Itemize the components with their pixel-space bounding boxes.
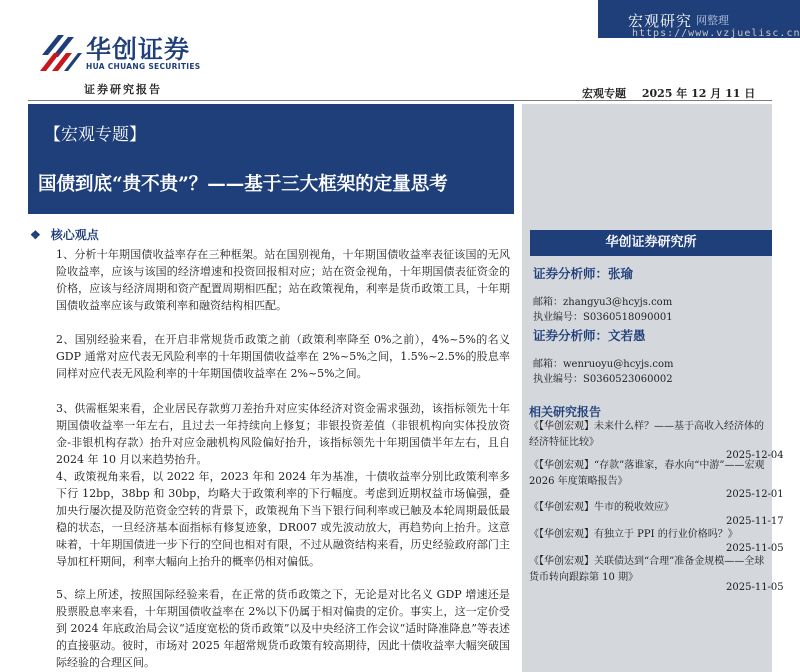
cert-value: S0360523060002 xyxy=(583,374,673,385)
core-paragraph: 5、综上所述，按照国际经验来看，在正常的货币政策之下，无论是对比名义 GDP 增速还是股票股息率来看，十年期国债收益率在 2%以下仍属于相对偏贵的定价。事实上，这一定价受到 2024 年底政治局会议“适度宽松的货币政策”以及中央经济工作会议“适时降准降息”等表述的直接驱动。彼时，市场对 2025 年超常规货币政策有较高期待，因此十债收益率大幅突破国际经验的合理区间。 xyxy=(56,588,510,669)
related-report-date: 2025-11-17 xyxy=(726,516,784,527)
report-meta xyxy=(582,85,767,101)
header-divider xyxy=(28,100,772,101)
analyst-email xyxy=(533,355,673,370)
report-date: 2025 年 12 月 11 日 xyxy=(641,87,756,100)
analyst-cert xyxy=(533,370,673,385)
company-logo-cn: 华创证券 xyxy=(86,35,191,64)
company-logo-en: HUA CHUANG SECURITIES xyxy=(86,62,201,71)
related-report-link[interactable]: 《【华创宏观】未来什么样？——基于高收入经济体的经济特征比较》 xyxy=(529,421,764,448)
cert-label: 执业编号： xyxy=(533,374,583,385)
related-report-date: 2025-11-05 xyxy=(726,582,784,593)
institute-label: 华创证券研究所 xyxy=(530,230,772,256)
core-paragraph: 4、政策视角来看，以 2022 年，2023 年和 2024 年为基准，十债收益率分别比政策利率多下行 12bp，38bp 和 30bp，均略大于政策利率的下行幅度。考虑到近期权益市场偏强，叠加央行屡次提及防范资金空转的背景下，政策视角下当下银行间利率或已触及本轮周期最低最稳的状态，一旦经济基本面指标有修复迹象，DR007 或先波动放大，再趋势向上抬升。这意味着，十年期国债进一步下行的空间也相对有限，不过从融资结构来看，历史经验政府部门主导加杠杆期间，利率大幅向上抬升的概率仍相对偏低。 xyxy=(56,470,510,568)
core-paragraph: 2、国别经验来看，在开启非常规货币政策之前（政策利率降至 0%之前），4%~5%的名义 GDP 通常对应代表无风险利率的十年期国债收益率在 2%~5%之间，1.5%~2.5%的股息率同样对应代表无风险利率的十年期国债收益率在 2%~5%之间。 xyxy=(56,333,510,380)
analyst-cert xyxy=(533,308,673,323)
email-value[interactable]: wenruoyu@hcyjs.com xyxy=(563,359,674,370)
related-report-link[interactable]: 《【华创宏观】有独立于 PPI 的行业价格吗？》 xyxy=(529,529,738,540)
analyst-name: 证券分析师：张瑜 xyxy=(533,266,634,281)
section-tab-label: 宏观研究 xyxy=(628,12,693,30)
cert-label: 执业编号： xyxy=(533,312,583,323)
email-label: 邮箱： xyxy=(533,297,563,308)
analyst-name: 证券分析师：文若愚 xyxy=(533,328,646,343)
watermark-text: 网整理 xyxy=(696,14,729,27)
related-report-date: 2025-12-01 xyxy=(726,489,784,500)
report-category: 宏观专题 xyxy=(582,87,626,100)
diamond-bullet-icon: ❖ xyxy=(30,228,41,242)
related-report-link[interactable]: 《【华创宏观】牛市的税收效应》 xyxy=(529,502,674,513)
company-logo-icon xyxy=(38,33,82,73)
email-label: 邮箱： xyxy=(533,359,563,370)
related-report-date: 2025-11-05 xyxy=(726,543,784,554)
related-reports-heading: 相关研究报告 xyxy=(529,405,602,419)
related-report-link[interactable]: 《【华创宏观】“存款”落谁家，春水向“中游”——宏观 2026 年度策略报告》 xyxy=(529,460,765,487)
title-banner xyxy=(28,104,514,214)
watermark-url: https://www.vzjuelisc.cn xyxy=(632,28,800,39)
core-views-heading xyxy=(30,226,99,243)
core-views-label: 核心观点 xyxy=(50,228,99,242)
related-report-link[interactable]: 《【华创宏观】关联债达到“合理”准备金规模——全球货币转向跟踪第 10 期》 xyxy=(529,556,765,583)
analyst-email xyxy=(533,293,672,308)
email-value[interactable]: zhangyu3@hcyjs.com xyxy=(563,297,673,308)
cert-value: S0360518090001 xyxy=(583,312,673,323)
report-type: 证券研究报告 xyxy=(84,83,162,96)
core-paragraph: 3、供需框架来看，企业居民存款剪刀差抬升对应实体经济对资金需求强劲，该指标领先十年期国债收益率一年左右，且过去一年持续向上修复；非银投资差值（非银机构向实体投放资金-非银机构存款）抬升对应金融机构风险偏好抬升，该指标领先十年期国债半年左右，且自 2024 年 10 月以来趋势抬升。 xyxy=(56,402,510,466)
title-tag: 【宏观专题】 xyxy=(44,125,146,145)
core-paragraph: 1、分析十年期国债收益率存在三种框架。站在国别视角，十年期国债收益率表征该国的无风险收益率，应该与该国的经济增速和投资回报相对应；站在资金视角，十年期国债表征资金的价格，应该与经济周期和资产配置周期相匹配；站在政策视角，利率是货币政策工具，十年期国债收益率应该与政策利率和融资结构相匹配。 xyxy=(56,248,510,312)
related-report-date: 2025-12-04 xyxy=(726,450,784,461)
report-title: 国债到底“贵不贵”？——基于三大框架的定量思考 xyxy=(38,174,448,195)
